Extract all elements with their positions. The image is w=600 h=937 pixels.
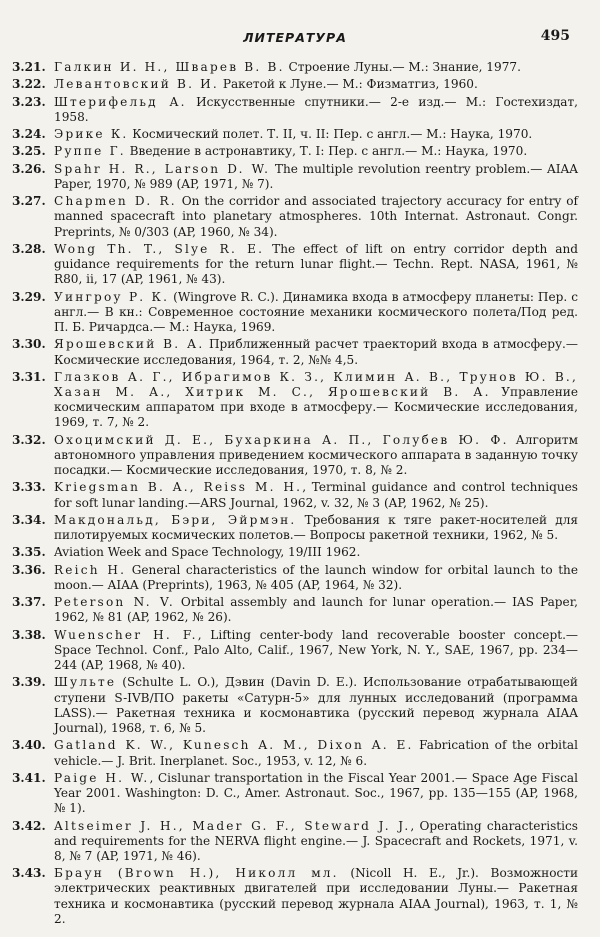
- reference-entry: [12, 819, 578, 865]
- reference-body: [54, 595, 578, 625]
- reference-author: Paige H. W.: [54, 770, 150, 785]
- reference-body: [54, 162, 578, 192]
- reference-entry: [12, 480, 578, 510]
- reference-citation: The effect of lift on entry corridor depth and guidance requirements for the return lunar flight.— Techn. Rept. NASA, 1961, № R80, ii, 17 (AP, 1961, № 43).: [54, 241, 578, 287]
- reference-citation: Введение в астронавтику, Т. I: Пер. с англ.— М.: Наука, 1970.: [125, 144, 528, 159]
- reference-number: 3.41.: [12, 770, 46, 785]
- reference-number: 3.32.: [12, 432, 46, 447]
- reference-author: Reich H.: [54, 562, 127, 577]
- reference-number: 3.25.: [12, 144, 46, 159]
- reference-author: Spahr H. R., Larson D. W.: [54, 161, 271, 176]
- reference-citation: Искусственные спутники.— 2-е изд.— М.: Гостехиздат, 1958.: [54, 94, 579, 124]
- reference-body: [54, 675, 578, 736]
- reference-number: 3.35.: [12, 545, 46, 560]
- reference-author: Левантовский В. И.: [54, 77, 219, 92]
- reference-entry: [12, 771, 578, 817]
- reference-body: [54, 60, 578, 75]
- reference-entry: [12, 337, 578, 367]
- reference-citation: Ракетой к Луне.— М.: Физматгиз, 1960.: [218, 77, 478, 92]
- reference-entry: [12, 545, 578, 560]
- reference-number: 3.37.: [12, 595, 46, 610]
- reference-list: [12, 60, 578, 927]
- reference-body: [54, 513, 578, 543]
- reference-citation: (Schulte L. O.), Дэвин (Davin D. E.). Использование отрабатывающей ступени S-IVB/ПО ракеты «Сатурн-5» для лунных исследований (программа LASS).— Ракетная техника и космонавтика (русский перевод журнала AIAA Journal), 1968, т. 6, № 5.: [54, 675, 578, 736]
- reference-body: [54, 337, 578, 367]
- reference-body: [54, 127, 578, 142]
- reference-body: [54, 370, 578, 431]
- reference-author: Руппе Г.: [54, 144, 126, 159]
- reference-citation: The multiple revolution reentry problem.— AIAA Paper, 1970, № 989 (AP, 1971, № 7).: [54, 161, 579, 191]
- reference-number: 3.38.: [12, 627, 46, 642]
- reference-body: [54, 563, 578, 593]
- reference-number: 3.31.: [12, 369, 46, 384]
- reference-number: 3.33.: [12, 480, 46, 495]
- reference-author: Макдональд, Бэри, Эйрмэн.: [54, 512, 297, 527]
- reference-citation: , Terminal guidance and control techniques for soft lunar landing.—ARS Journal, 1962, v. 32, № 3 (AP, 1962, № 25).: [54, 480, 578, 510]
- reference-entry: [12, 370, 578, 431]
- reference-citation: (Nicoll H. E., Jr.). Возможности электрических реактивных двигателей при исследовании Луны.— Ракетная техника и космонавтика (русский перевод журнала AIAA Journal), 1963, т. 1, № 2.: [54, 866, 578, 926]
- reference-entry: [12, 144, 578, 159]
- reference-entry: [12, 738, 578, 768]
- reference-number: 3.22.: [12, 77, 46, 92]
- reference-citation: Orbital assembly and launch for lunar operation.— IAS Paper, 1962, № 81 (AP, 1962, № 26).: [54, 595, 578, 625]
- reference-body: [54, 628, 578, 674]
- reference-author: Chapmen D. R.: [54, 194, 177, 209]
- reference-author: Kriegsman B. A., Reiss M. H.: [54, 480, 303, 495]
- reference-entry: [12, 563, 578, 593]
- reference-body: [54, 480, 578, 510]
- page-number: 495: [540, 28, 570, 44]
- reference-body: [54, 771, 578, 817]
- reference-author: Ярошевский В. А.: [54, 337, 205, 352]
- reference-citation: General characteristics of the launch window for orbital launch to the moon.— AIAA (Preprints), 1963, № 405 (AP, 1964, № 32).: [54, 562, 578, 592]
- reference-citation: Строение Луны.— М.: Знание, 1977.: [284, 60, 521, 74]
- reference-citation: (Wingrove R. C.). Динамика входа в атмосферу планеты: Пер. с англ.— В кн.: Современное состояние механики космического полета/Под ред. П. Б. Ричардса.— М.: Наука, 1969.: [54, 289, 579, 334]
- reference-citation: Fabrication of the orbital vehicle.— J. Brit. Inerplanet. Soc., 1953, v. 12, № 6.: [54, 738, 578, 768]
- reference-body: [54, 77, 578, 92]
- reference-citation: Алгоритм автономного управления приведением космического аппарата в заданную точку посадки.— Космические исследования, 1970, т. 8, № 2.: [54, 432, 578, 478]
- reference-number: 3.27.: [12, 194, 46, 209]
- reference-author: Охоцимский Д. Е., Бухаркина А. П., Голубев Ю. Ф.: [54, 432, 509, 447]
- reference-number: 3.36.: [12, 562, 46, 577]
- reference-entry: [12, 162, 578, 192]
- reference-author: Шульте: [54, 675, 117, 690]
- reference-body: [54, 738, 578, 768]
- reference-entry: [12, 513, 578, 543]
- reference-citation: , Cislunar transportation in the Fiscal Year 2001.— Space Age Fiscal Year 2001. Washington: D. C., Amer. Astronaut. Soc., 1967, pp. 135—155 (AP, 1968, № 1).: [54, 770, 578, 816]
- reference-author: Уингроу Р. К.: [54, 289, 170, 304]
- reference-entry: [12, 595, 578, 625]
- reference-body: [54, 433, 578, 479]
- reference-number: 3.39.: [12, 675, 46, 690]
- reference-number: 3.23.: [12, 94, 46, 109]
- reference-entry: [12, 127, 578, 142]
- reference-entry: [12, 290, 578, 336]
- page-header: [12, 14, 578, 48]
- reference-number: 3.26.: [12, 161, 46, 176]
- reference-citation: , Operating characteristics and requirements for the NERVA flight engine.— J. Spacecraft and Rockets, 1971, v. 8, № 7 (AP, 1971, № 46).: [54, 818, 578, 863]
- reference-citation: On the corridor and associated trajectory accuracy for entry of manned spacecraft into planetary atmospheres. 10th Internat. Astronaut. Congr. Preprints, № 0/303 (AP, 1960, № 34).: [54, 194, 578, 239]
- reference-author: Эрике К.: [54, 127, 129, 142]
- reference-entry: [12, 242, 578, 288]
- reference-number: 3.42.: [12, 818, 46, 833]
- reference-body: [54, 144, 578, 159]
- reference-body: [54, 95, 578, 125]
- reference-entry: [12, 60, 578, 75]
- reference-citation: Космический полет. Т. II, ч. II: Пер. с англ.— М.: Наука, 1970.: [128, 127, 533, 142]
- reference-body: [54, 194, 578, 240]
- reference-entry: [12, 628, 578, 674]
- reference-number: 3.43.: [12, 866, 46, 881]
- reference-body: [54, 866, 578, 927]
- reference-number: 3.30.: [12, 337, 46, 352]
- reference-citation: Управление космическим аппаратом при входе в атмосферу.— Космические исследования, 1969, т. 7, № 2.: [54, 385, 578, 430]
- reference-number: 3.29.: [12, 289, 46, 304]
- reference-citation: Приближенный расчет траекторий входа в атмосферу.— Космические исследования, 1964, т. 2, №№ 4,5.: [54, 337, 578, 367]
- reference-author: Штерифельд А.: [54, 94, 187, 109]
- reference-entry: [12, 77, 578, 92]
- reference-author: Глазков А. Г., Ибрагимов К. З., Климин А. В., Трунов Ю. В., Хазан М. А., Хитрик М. С., Ярошевский В. А.: [54, 369, 578, 399]
- reference-author: Peterson N. V.: [54, 595, 175, 610]
- reference-entry: [12, 433, 578, 479]
- reference-author: Wuenscher H. F.: [54, 627, 198, 642]
- reference-number: 3.21.: [12, 60, 46, 74]
- reference-citation: Aviation Week and Space Technology, 19/III 1962.: [54, 545, 361, 560]
- reference-author: Altseimer J. H., Mader G. F., Steward J. J.: [54, 818, 411, 833]
- reference-citation: , Lifting center-body land recoverable booster concept.— Space Technol. Conf., Palo Alto, Calif., 1967, New York, N. Y., SAE, 1967, pp. 234—244 (AP, 1968, № 40).: [54, 627, 579, 673]
- reference-entry: [12, 675, 578, 736]
- reference-author: Галкин И. Н., Шварев В. В.: [54, 60, 285, 74]
- reference-entry: [12, 866, 578, 927]
- reference-number: 3.40.: [12, 738, 46, 753]
- running-title: ЛИТЕРАТУРА: [243, 30, 347, 45]
- reference-number: 3.28.: [12, 241, 46, 256]
- reference-body: [54, 819, 578, 865]
- reference-author: Wong Th. T., Slye R. E.: [54, 241, 265, 256]
- reference-number: 3.24.: [12, 127, 46, 142]
- reference-body: [54, 242, 578, 288]
- reference-author: Gatland K. W., Kunesch A. M., Dixon A. E.: [54, 738, 414, 753]
- reference-body: [54, 290, 578, 336]
- reference-citation: Требования к тяге ракет-носителей для пилотируемых космических полетов.— Вопросы ракетной техники, 1962, № 5.: [54, 512, 579, 543]
- reference-entry: [12, 95, 578, 125]
- reference-author: Браун (Brown H.), Николл мл.: [54, 866, 339, 881]
- reference-entry: [12, 194, 578, 240]
- reference-body: [54, 545, 578, 560]
- reference-number: 3.34.: [12, 512, 46, 527]
